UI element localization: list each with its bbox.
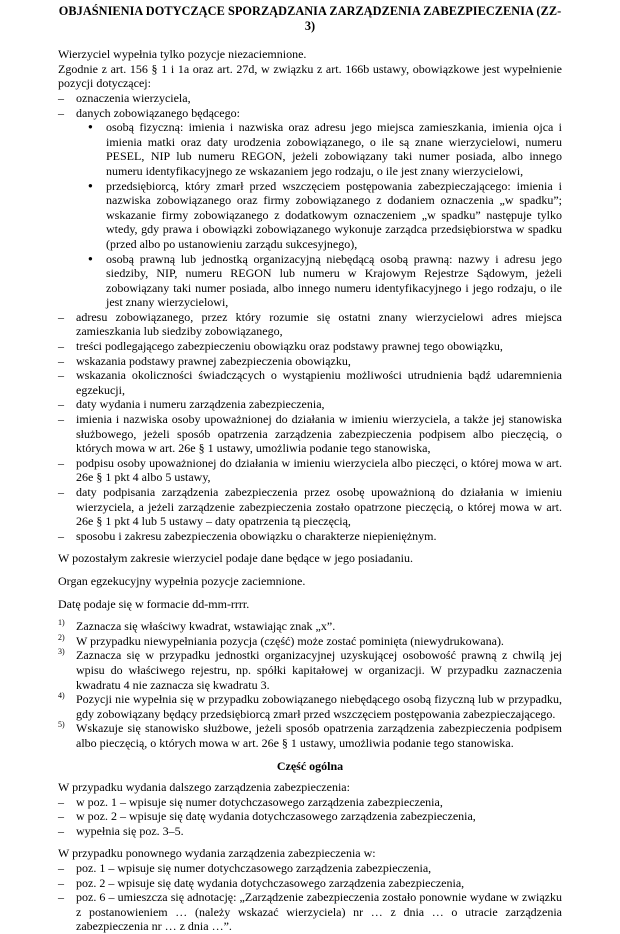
- footnote-number: 2): [58, 632, 65, 642]
- paragraph: Datę podaje się w formacie dd-mm-rrrr.: [58, 596, 250, 611]
- list-item: – oznaczenia wierzyciela,: [58, 91, 562, 106]
- paragraph: Organ egzekucyjny wypełnia pozycje zaciemnione.: [58, 573, 306, 588]
- list-item: – daty podpisania zarządzenia zabezpieczenia przez osobę upoważnioną do działania w imieniu wierzyciela, a jeżeli zarządzenie zabezpieczenia zostało opatrzone pieczęcią, o której mowa w art. 26e § 1 pkt 4 lub 5 ustawy – daty opatrzenia tą pieczęcią,: [58, 485, 562, 529]
- list-item: – poz. 2 – wpisuje się datę wydania dotychczasowego zarządzenia zabezpieczenia,: [58, 876, 562, 891]
- footnote-number: 4): [58, 691, 65, 701]
- footnote: [58, 692, 562, 721]
- intro-line-2: Zgodnie z art. 156 § 1 i 1a oraz art. 27d, w związku z art. 166b ustawy, obowiązkowe jest wypełnienie pozycji dotyczącej:: [58, 61, 562, 91]
- footnote-text: Zaznacza się właściwy kwadrat, wstawiając znak „x”.: [76, 619, 336, 634]
- footnote-number: 5): [58, 720, 65, 730]
- list-item: – podpisu osoby upoważnionej do działania w imieniu wierzyciela albo pieczęci, o której mowa w art. 26e § 1 pkt 4 albo 5 ustawy,: [58, 456, 562, 485]
- list-item: – wskazania okoliczności świadczących o wystąpieniu możliwości utrudnienia bądź udaremnienia egzekucji,: [58, 368, 562, 397]
- list-item: – poz. 6 – umieszcza się adnotację: „Zarządzenie zabezpieczenia zostało ponownie wydane w związku z postanowieniem … (należy wskazać wierzyciela) nr … z dnia … o utracie zarządzenia zabezpieczenia nr … z dnia …”.: [58, 890, 562, 934]
- document-title: OBJAŚNIENIA DOTYCZĄCE SPORZĄDZANIA ZARZĄDZENIA ZABEZPIECZENIA (ZZ-3): [58, 4, 562, 33]
- bullet-item: ● przedsiębiorcą, który zmarł przed wszczęciem postępowania zabezpieczającego: imienia i nazwiska zobowiązanego oraz firmy zobowiązanego z dodaniem oznaczenia „w spadku”; wskazanie firmy zobowiązanego z dodatkowym oznaczeniem „w spadku” następuje tylko wtedy, gdy prawa i obowiązki zobowiązanego wykonuje zarządca przedsiębiorstwa w spadku (przed albo po ustanowieniu zarządu sukcesyjnego),: [58, 179, 562, 252]
- section-b-intro: W przypadku ponownego wydania zarządzenia zabezpieczenia w:: [58, 846, 376, 861]
- list-item: – sposobu i zakresu zabezpieczenia obowiązku o charakterze niepieniężnym.: [58, 529, 562, 544]
- list-item: – poz. 1 – wpisuje się numer dotychczasowego zarządzenia zabezpieczenia,: [58, 861, 562, 876]
- list-item: – wskazania podstawy prawnej zabezpieczenia obowiązku,: [58, 354, 562, 369]
- intro-line-1: Wierzyciel wypełnia tylko pozycje niezaciemnione.: [58, 47, 307, 62]
- list-item: – w poz. 1 – wpisuje się numer dotychczasowego zarządzenia zabezpieczenia,: [58, 795, 562, 810]
- list-item: – wypełnia się poz. 3–5.: [58, 824, 562, 839]
- list-item: – treści podlegającego zabezpieczeniu obowiązku oraz podstawy prawnej tego obowiązku,: [58, 339, 562, 354]
- footnote-number: 3): [58, 647, 65, 657]
- paragraph: W pozostałym zakresie wierzyciel podaje dane będące w jego posiadaniu.: [58, 551, 413, 566]
- list-item: – danych zobowiązanego będącego:: [58, 106, 562, 121]
- footnote-text: W przypadku niewypełniania pozycja (część) może zostać pominięta (niewydrukowana).: [76, 633, 504, 648]
- footnote: [58, 634, 562, 649]
- footnote: [58, 721, 562, 750]
- footnote: [58, 619, 562, 634]
- bullet-item: ● osobą fizyczną: imienia i nazwiska oraz adresu jego miejsca zamieszkania, imienia ojca i imienia matki oraz daty urodzenia zobowiązanego, o ile są znane wierzycielowi, numeru PESEL, NIP lub numeru REGON, jeżeli zobowiązany taki numer posiada, albo innego numeru identyfikacyjnego ze wskazaniem jego rodzaju, o ile jest znany wierzycielowi,: [58, 120, 562, 178]
- footnote: [58, 648, 562, 692]
- section-title: Część ogólna: [276, 758, 344, 773]
- section-a-intro: W przypadku wydania dalszego zarządzenia zabezpieczenia:: [58, 780, 350, 795]
- footnote-number: 1): [58, 618, 65, 628]
- footnote-text: Zaznacza się w przypadku jednostki organizacyjnej uzyskującej osobowość prawną z chwilą jej wpisu do właściwego rejestru, np. spółki kapitałowej w organizacji. W przypadku zaznaczenia kwadratu 4 nie zaznacza się kwadratu 3.: [76, 648, 562, 692]
- footnote-text: Pozycji nie wypełnia się w przypadku zobowiązanego niebędącego osobą fizyczną lub w przypadku, gdy zobowiązany będący przedsiębiorcą zmarł przed wszczęciem postępowania zabezpieczającego.: [76, 692, 562, 721]
- list-item: – imienia i nazwiska osoby upoważnionej do działania w imieniu wierzyciela, a także jej stanowiska służbowego, jeżeli sposób opatrzenia zarządzenia zabezpieczenia podpisem albo pieczęcią, o których mowa w art. 26e § 1 ustawy, umożliwia podanie tego stanowiska,: [58, 412, 562, 456]
- list-item: – daty wydania i numeru zarządzenia zabezpieczenia,: [58, 397, 562, 412]
- list-item: – adresu zobowiązanego, przez który rozumie się ostatni znany wierzycielowi adres miejsca zamieszkania lub siedziby zobowiązanego,: [58, 310, 562, 339]
- footnote-text: Wskazuje się stanowisko służbowe, jeżeli sposób opatrzenia zarządzenia zabezpieczenia podpisem albo pieczęcią, o których mowa w art. 26e § 1 ustawy, umożliwia podanie tego stanowiska.: [76, 721, 562, 750]
- list-item: – w poz. 2 – wpisuje się datę wydania dotychczasowego zarządzenia zabezpieczenia,: [58, 809, 562, 824]
- bullet-item: ● osobą prawną lub jednostką organizacyjną niebędącą osobą prawną: nazwy i adresu jego siedziby, NIP, numeru REGON lub numeru w Krajowym Rejestrze Sądowym, jeżeli zobowiązany taki numer posiada, albo innego numeru identyfikacyjnego i jego rodzaju, o ile jest znany wierzycielowi,: [58, 252, 562, 310]
